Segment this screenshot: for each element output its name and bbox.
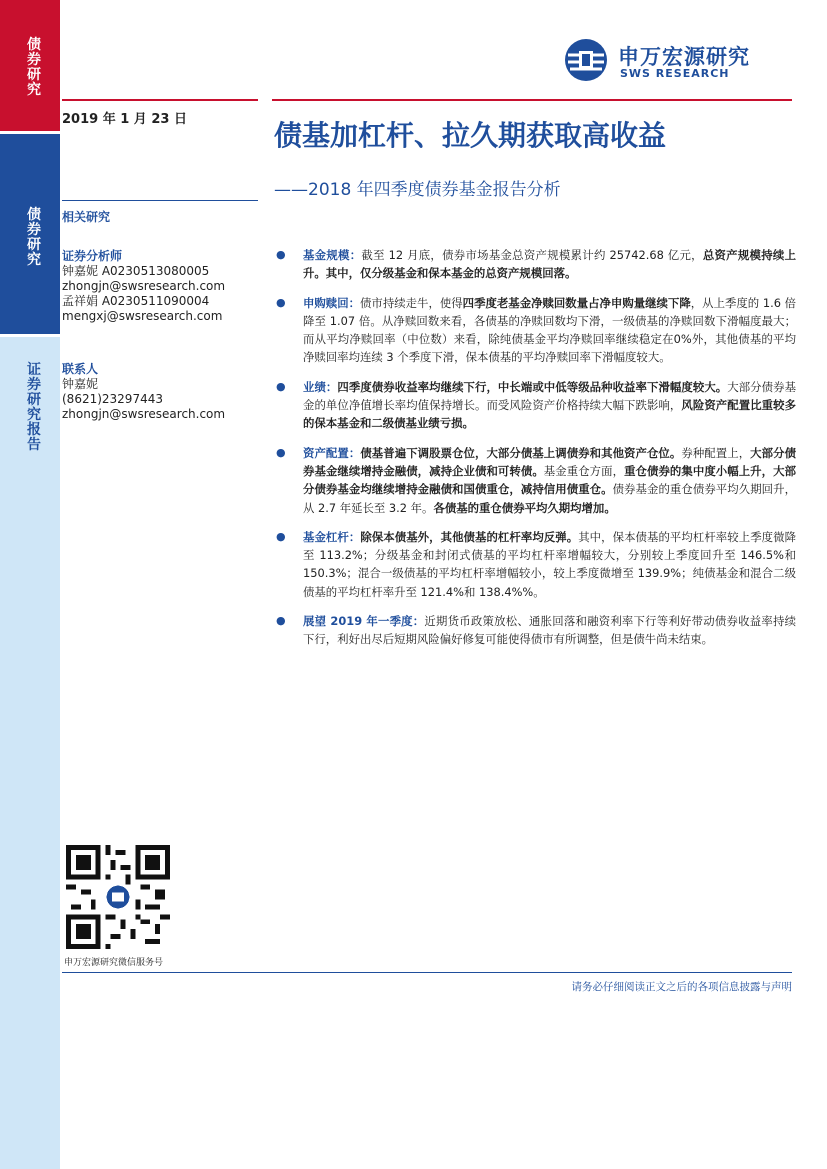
- bullet-text: 截至 12 月底，债券市场基金总资产规模累计约 25742.68 亿元，: [361, 248, 703, 262]
- page-subtitle: ——2018 年四季度债券基金报告分析: [274, 180, 561, 200]
- analyst-heading: 证券分析师: [62, 249, 123, 263]
- bullet-emphasis: 大部分债券基金继续增持金融债，减持企业债和可转债。: [303, 445, 796, 478]
- analyst-line: 钟嘉妮 A0230513080005: [62, 264, 210, 278]
- bullet-dot-icon: ●: [276, 379, 286, 393]
- page-title: 债基加杠杆、拉久期获取高收益: [274, 119, 667, 152]
- contact-phone: (8621)23297443: [62, 392, 163, 406]
- contact-name: 钟嘉妮: [62, 377, 99, 391]
- analyst-block: [62, 249, 225, 324]
- contact-email[interactable]: zhongjn@swsresearch.com: [62, 407, 226, 421]
- bullet-keyword: 基金杠杆：: [303, 529, 361, 544]
- bullet-emphasis: 四季度债券收益率均继续下行，中长端或中低等级品种收益率下滑幅度较大。: [337, 379, 728, 394]
- footer-rule: [62, 972, 792, 973]
- analyst-email[interactable]: mengxj@swsresearch.com: [62, 309, 223, 323]
- contact-block: [62, 362, 225, 422]
- bullet-dot-icon: ●: [276, 529, 286, 543]
- side-divider: [62, 200, 258, 201]
- bullet-text: 其中，保本债基的平均杠杆率较上季度微降至 113.2%；分级基金和封闭式债基的平均杠杆率增幅较大，分别较上季度回升至 146.5%和 150.3%；混合一级债基的平均杠杆率增幅较小，较上季度微增至 139.9%；纯债基金和混合二级债基的平均杠杆率升至 121.4%和 138.4%%。: [303, 529, 796, 599]
- analyst-line: 孟祥娟 A0230511090004: [62, 294, 210, 308]
- header-rule-left: [62, 99, 258, 101]
- sidebar-band-lightblue: [0, 337, 60, 1169]
- bullet-dot-icon: ●: [276, 248, 286, 261]
- sws-logo-icon: [564, 38, 608, 82]
- header-rule-right: [272, 99, 792, 101]
- bullet-keyword: 业绩：: [303, 379, 338, 394]
- brand-logo: [564, 38, 794, 82]
- bullet-keyword: 基金规模：: [303, 248, 362, 262]
- report-date: 2019 年 1 月 23 日: [62, 112, 187, 127]
- bullet-text: 基金重仓方面，: [543, 463, 625, 478]
- brand-name-cn: 申万宏源研究: [618, 45, 750, 69]
- bullet-emphasis: 风险资产配置比重较多的保本基金和二级债基业绩亏损。: [303, 398, 796, 431]
- summary-bullet: [276, 246, 796, 283]
- bullet-keyword: 展望 2019 年一季度：: [303, 614, 425, 629]
- summary-bullets: [276, 246, 796, 660]
- sidebar-label-report-type: 证券研究报告: [27, 362, 41, 453]
- sidebar-label-category: 债券研究: [27, 37, 41, 98]
- related-research: [62, 210, 110, 225]
- summary-bullet: [276, 294, 796, 367]
- summary-bullet: [276, 378, 796, 433]
- bullet-dot-icon: ●: [276, 614, 286, 628]
- bullet-dot-icon: ●: [276, 445, 286, 459]
- qr-caption: 申万宏源研究微信服务号: [64, 958, 164, 968]
- bullet-text: 债券基金的重仓债券平均久期回升，从 2.7 年延长至 3.2 年。: [303, 482, 796, 515]
- qr-code-icon[interactable]: [66, 845, 170, 949]
- summary-bullet: [276, 528, 796, 601]
- bullet-emphasis: 四季度老基金净赎回数量占净申购量继续下降: [462, 295, 691, 310]
- bullet-text: 券种配置上，: [681, 445, 751, 460]
- bullet-emphasis: 各债基的重仓债券平均久期均增加。: [433, 500, 616, 515]
- analyst-email[interactable]: zhongjn@swsresearch.com: [62, 279, 226, 293]
- brand-name-en: SWS RESEARCH: [620, 67, 730, 80]
- bullet-dot-icon: ●: [276, 295, 286, 309]
- bullet-text: 债市持续走牛，使得: [360, 295, 463, 310]
- bullet-keyword: 资产配置：: [303, 445, 361, 460]
- bullet-emphasis: 重仓债券的集中度小幅上升，大部分债券基金均继续增持金融债和国债重仓，减持信用债重仓。: [303, 463, 796, 497]
- disclaimer-link[interactable]: 请务必仔细阅读正文之后的各项信息披露与声明: [571, 981, 792, 993]
- summary-bullet: [276, 444, 796, 517]
- bullet-emphasis: 总资产规模持续上升。其中，仅分级基金和保本基金的总资产规模回落。: [303, 248, 796, 281]
- related-research-heading: 相关研究: [62, 210, 111, 224]
- summary-bullet: [276, 612, 796, 649]
- bullet-text: 近期货币政策放松、通胀回落和融资利率下行等利好带动债券收益率持续下行，利好出尽后短期风险偏好修复可能使得债市有所调整，但是债牛尚未结束。: [303, 614, 796, 647]
- sidebar-label-section: 债券研究: [27, 207, 41, 268]
- bullet-emphasis: 除保本债基外，其他债基的杠杆率均反弹。: [360, 529, 579, 544]
- bullet-text: ，从上季度的 1.6 倍降至 1.07 倍。从净赎回数来看，各债基的净赎回数均下滑，一级债基的净赎回数下滑幅度最大；而从平均净赎回率（中位数）来看，除纯债基金平均净赎回率继续稳定在0%外，其他债基的平均净赎回率均连续 3 个季度下滑，保本债基的平均净赎回率下滑幅度较大。: [303, 295, 796, 365]
- bullet-emphasis: 债基普遍下调股票仓位，大部分债基上调债券和其他资产仓位。: [360, 445, 682, 460]
- bullet-text: 大部分债券基金的单位净值增长率均值保持增长。而受风险资产价格持续大幅下跌影响，: [303, 379, 796, 413]
- bullet-keyword: 申购赎回：: [303, 295, 361, 310]
- contact-heading: 联系人: [62, 362, 99, 376]
